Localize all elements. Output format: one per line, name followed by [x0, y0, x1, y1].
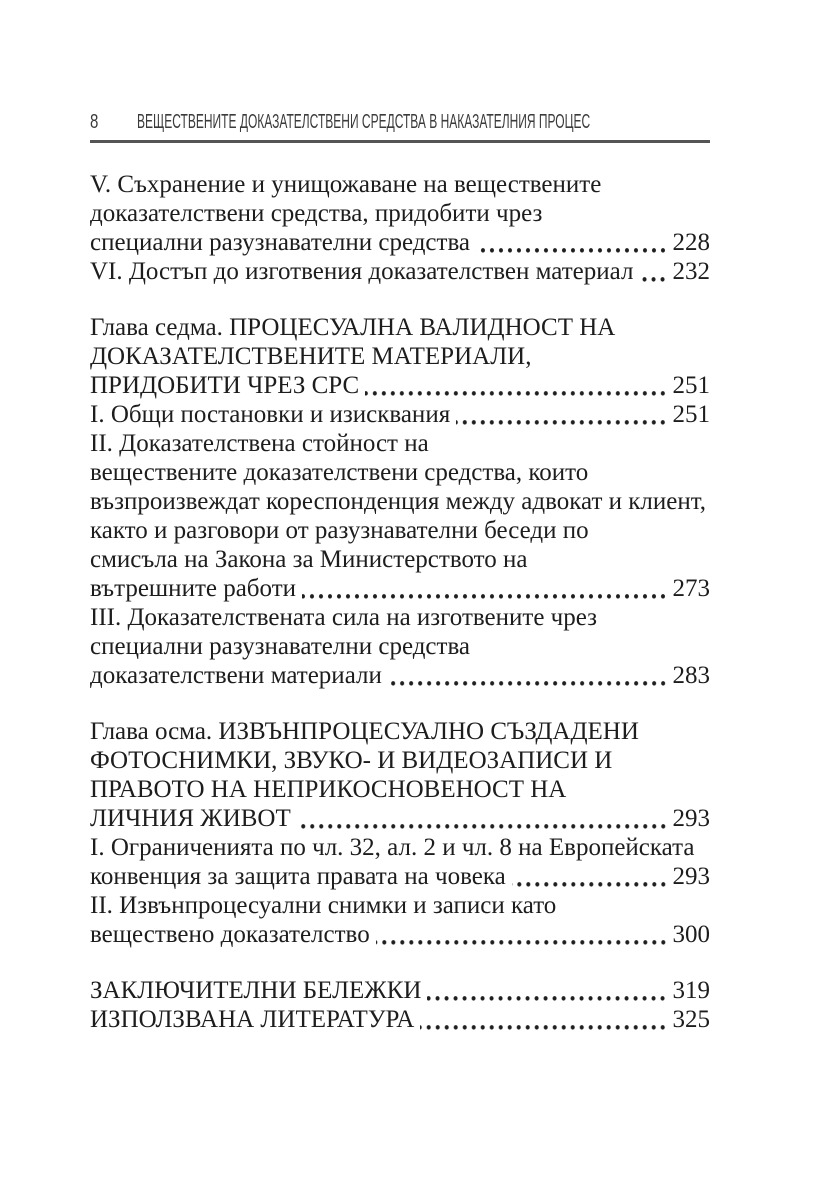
dot-leader	[427, 976, 667, 1005]
toc-line	[90, 487, 710, 516]
toc-entry-text: ИЗПОЛЗВАНА ЛИТЕРАТУРА	[90, 1006, 415, 1033]
toc-page-number: 251	[672, 372, 710, 399]
toc-entry-text: ДОКАЗАТЕЛСТВЕНИТЕ МАТЕРИАЛИ,	[90, 343, 532, 370]
toc-entry-text: веществено доказателство	[90, 921, 370, 948]
dot-leader	[512, 862, 668, 891]
toc-page-number: 325	[672, 1006, 710, 1033]
toc-entry-text: както и разговори от разузнавателни беседи по	[90, 517, 589, 544]
toc-page-number: 300	[672, 921, 710, 948]
toc-page-number: 319	[672, 977, 710, 1004]
toc-line	[90, 804, 710, 833]
dot-leader	[297, 804, 668, 833]
toc-line	[90, 170, 710, 199]
dot-leader	[420, 1005, 667, 1034]
header-rule	[90, 140, 710, 143]
toc-entry-text: доказателствени средства, придобити чрез	[90, 200, 543, 227]
toc-line	[90, 833, 710, 862]
running-header-title: ВЕЩЕСТВЕНИТЕ ДОКАЗАТЕЛСТВЕНИ СРЕДСТВА В НАКАЗАТЕЛНИЯ ПРОЦЕС	[137, 111, 591, 133]
toc-line	[90, 228, 710, 257]
toc-section-chapter6-tail	[90, 170, 710, 286]
toc-entry-text: конвенция за защита правата на човека	[90, 863, 506, 890]
toc-page-number: 232	[672, 258, 710, 285]
toc-entry-text: доказателствени материали	[90, 662, 382, 689]
running-header	[90, 110, 710, 136]
toc-entry-text: I. Общи постановки и изисквания	[90, 401, 451, 428]
toc-line	[90, 400, 710, 429]
toc-section-backmatter	[90, 976, 710, 1034]
toc-page-number: 283	[672, 662, 710, 689]
toc-line	[90, 862, 710, 891]
toc-line	[90, 717, 710, 746]
toc-entry-text: ПРАВОТО НА НЕПРИКОСНОВЕНОСТ НА	[90, 776, 567, 803]
table-of-contents	[90, 170, 710, 1034]
toc-page-number: 251	[672, 401, 710, 428]
dot-leader	[302, 574, 667, 603]
toc-line	[90, 371, 710, 400]
toc-entry-text: ФОТОСНИМКИ, ЗВУКО- И ВИДЕОЗАПИСИ И	[90, 747, 613, 774]
toc-line	[90, 775, 710, 804]
toc-line	[90, 603, 710, 632]
toc-entry-text: Глава осма. ИЗВЪНПРОЦЕСУАЛНО СЪЗДАДЕНИ	[90, 718, 639, 745]
toc-line	[90, 920, 710, 949]
toc-section-chapter8	[90, 717, 710, 949]
toc-line	[90, 342, 710, 371]
toc-entry-text: Глава седма. ПРОЦЕСУАЛНА ВАЛИДНОСТ НА	[90, 314, 616, 341]
toc-line	[90, 199, 710, 228]
toc-entry-text: специални разузнавателни средства	[90, 229, 471, 256]
dot-leader	[365, 371, 667, 400]
toc-entry-text: специални разузнавателни средства	[90, 633, 471, 660]
toc-page-number: 293	[672, 805, 710, 832]
toc-line	[90, 632, 710, 661]
toc-entry-text: VI. Достъп до изготвения доказателствен материал	[90, 258, 634, 285]
dot-leader	[639, 257, 667, 286]
toc-line	[90, 516, 710, 545]
dot-leader	[476, 228, 667, 257]
toc-page-number: 273	[672, 575, 710, 602]
toc-page-number: 293	[672, 863, 710, 890]
dot-leader	[376, 920, 668, 949]
toc-entry-text: V. Съхранение и унищожаване на веществените	[90, 171, 602, 198]
toc-entry-text: смисъла на Закона за Министерството на	[90, 546, 528, 573]
toc-page-number: 228	[672, 229, 710, 256]
toc-entry-text: ЗАКЛЮЧИТЕЛНИ БЕЛЕЖКИ	[90, 977, 422, 1004]
toc-line	[90, 661, 710, 690]
toc-section-chapter7	[90, 313, 710, 690]
dot-leader	[388, 661, 668, 690]
toc-line	[90, 545, 710, 574]
toc-entry-text: вътрешните работи	[90, 575, 297, 602]
toc-entry-text: I. Ограниченията по чл. 32, ал. 2 и чл. 8 на Европейската	[90, 834, 695, 861]
toc-entry-text: III. Доказателствената сила на изготвените чрез	[90, 604, 598, 631]
dot-leader	[456, 400, 667, 429]
header-page-number: 8	[90, 111, 99, 133]
page-content	[90, 110, 710, 1034]
toc-entry-text: II. Доказателствена стойност на	[90, 430, 429, 457]
toc-line	[90, 976, 710, 1005]
toc-entry-text: възпроизвеждат кореспонденция между адвокат и клиент,	[90, 488, 707, 515]
toc-entry-text: ЛИЧНИЯ ЖИВОТ	[90, 805, 291, 832]
toc-line	[90, 1005, 710, 1034]
toc-line	[90, 746, 710, 775]
toc-line	[90, 313, 710, 342]
toc-entry-text: веществените доказателствени средства, които	[90, 459, 589, 486]
toc-line	[90, 257, 710, 286]
toc-entry-text: ПРИДОБИТИ ЧРЕЗ СРС	[90, 372, 360, 399]
toc-line	[90, 574, 710, 603]
toc-line	[90, 458, 710, 487]
toc-entry-text: II. Извънпроцесуални снимки и записи като	[90, 892, 557, 919]
toc-line	[90, 429, 710, 458]
toc-line	[90, 891, 710, 920]
